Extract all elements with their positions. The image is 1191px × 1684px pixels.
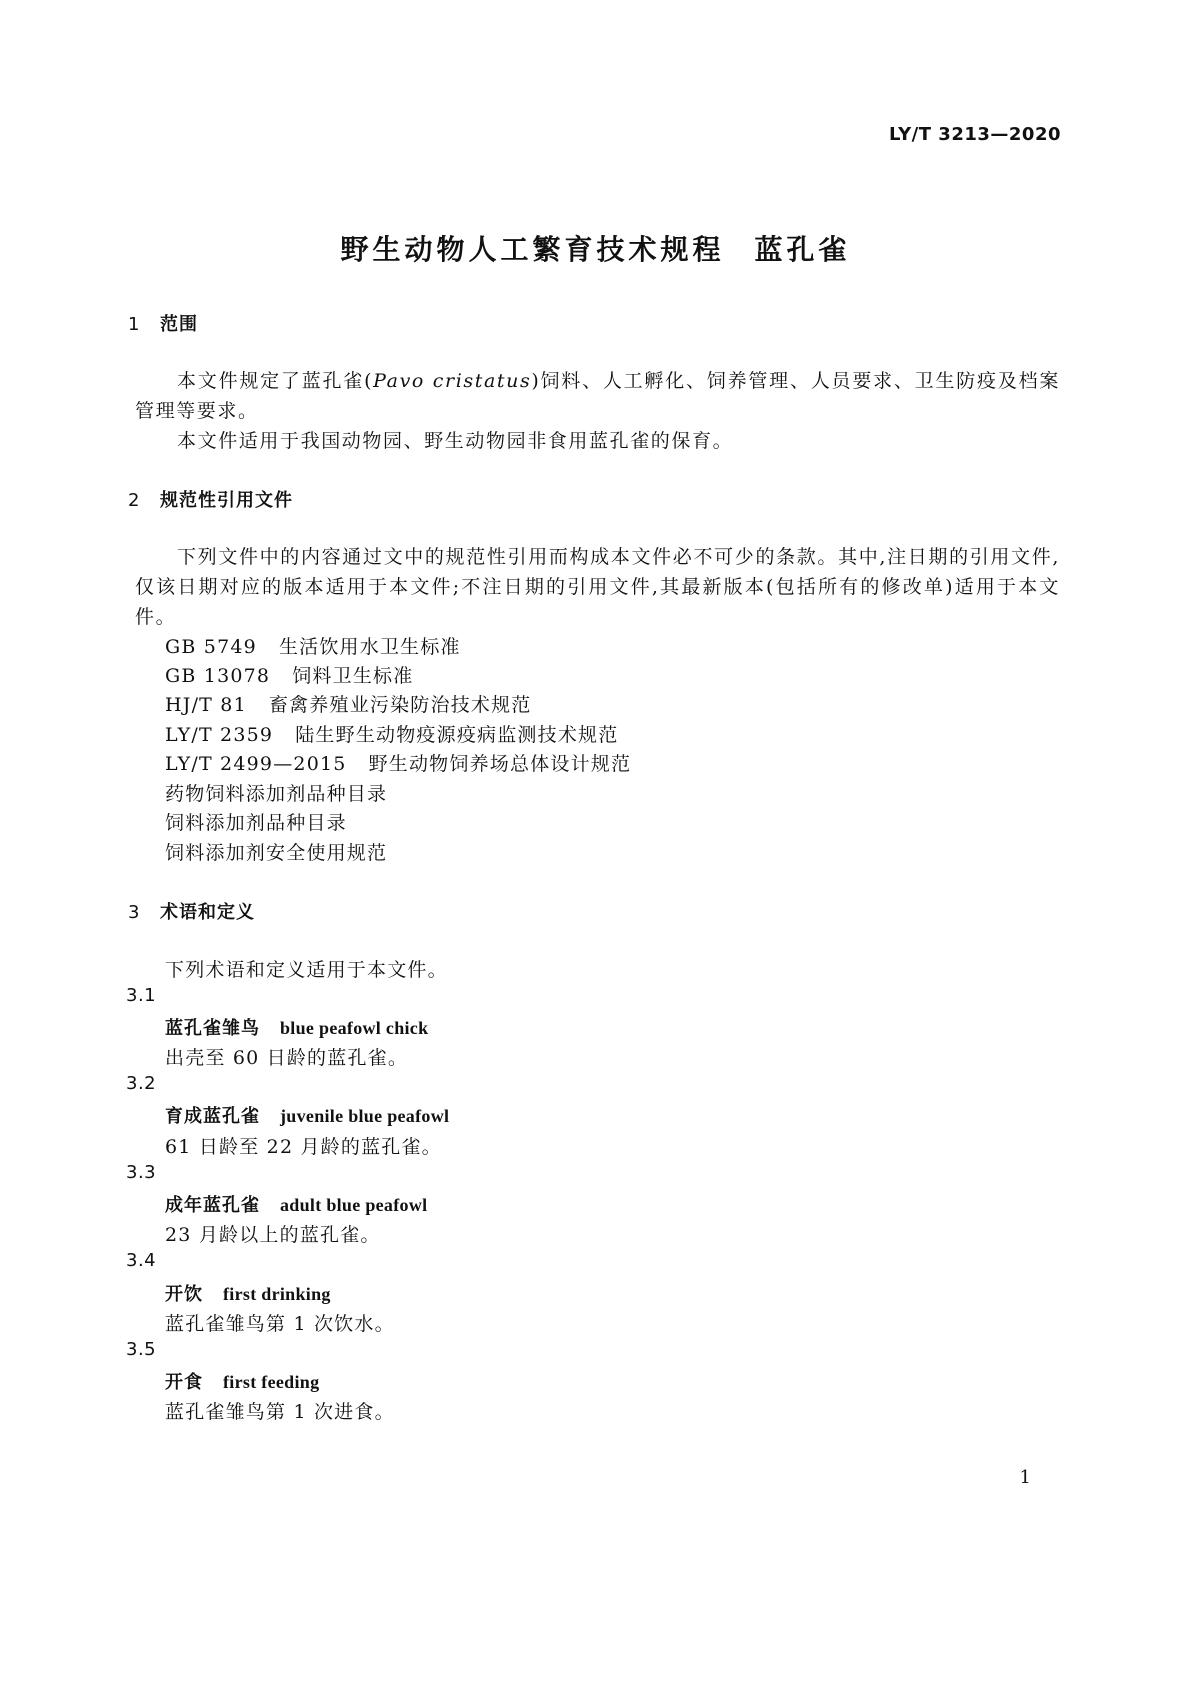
reference-title: 野生动物饲养场总体设计规范 xyxy=(368,753,632,775)
section-2-number: 2 xyxy=(128,490,141,511)
term-number: 3.4 xyxy=(126,1250,157,1271)
section-1-paragraph-2: 本文件适用于我国动物园、野生动物园非食用蓝孔雀的保育。 xyxy=(177,430,734,452)
term-heading xyxy=(165,1102,449,1128)
reference-code: GB 5749 xyxy=(165,636,257,658)
term-number: 3.5 xyxy=(126,1339,157,1360)
reference-code: LY/T 2359 xyxy=(165,724,274,746)
reference-title: 药物饲料添加剂品种目录 xyxy=(165,783,388,805)
section-3-number: 3 xyxy=(128,902,141,923)
term-definition: 蓝孔雀雏鸟第 1 次饮水。 xyxy=(165,1313,395,1335)
title-sub: 蓝孔雀 xyxy=(754,233,851,266)
reference-item xyxy=(165,661,413,688)
term-heading xyxy=(165,1191,427,1217)
section-2-intro: 下列文件中的内容通过文中的规范性引用而构成本文件必不可少的条款。其中,注日期的引用文件,仅该日期对应的版本适用于本文件;不注日期的引用文件,其最新版本(包括所有的修改单)适用于本文件。 xyxy=(135,546,1060,628)
reference-item xyxy=(165,779,387,806)
term-definition: 蓝孔雀雏鸟第 1 次进食。 xyxy=(165,1401,395,1423)
term-zh: 开饮 xyxy=(165,1284,203,1305)
reference-item xyxy=(165,720,618,747)
section-3-title: 术语和定义 xyxy=(160,902,255,923)
reference-item xyxy=(165,808,347,835)
term-number: 3.2 xyxy=(126,1073,157,1094)
reference-item xyxy=(165,749,631,776)
term-en: juvenile blue peafowl xyxy=(280,1106,450,1126)
reference-title: 畜禽养殖业污染防治技术规范 xyxy=(268,694,532,716)
reference-item xyxy=(165,838,387,865)
term-en: blue peafowl chick xyxy=(280,1018,429,1038)
term-heading xyxy=(165,1280,331,1306)
section-3-heading xyxy=(128,898,255,924)
reference-item xyxy=(165,632,461,659)
term-heading xyxy=(165,1014,428,1040)
document-title xyxy=(0,228,1191,268)
section-2-title: 规范性引用文件 xyxy=(160,490,293,511)
section-3-intro: 下列术语和定义适用于本文件。 xyxy=(165,959,448,981)
term-zh: 育成蓝孔雀 xyxy=(165,1106,260,1127)
reference-title: 饲料卫生标准 xyxy=(292,665,414,687)
reference-title: 生活饮用水卫生标准 xyxy=(278,636,461,658)
section-1-title: 范围 xyxy=(160,314,198,335)
p1-part-b: )饲料、人工孵化、饲养管理、人员要求、卫生防疫及档案管理等要求。 xyxy=(135,370,1061,422)
term-zh: 成年蓝孔雀 xyxy=(165,1195,260,1216)
term-en: first drinking xyxy=(223,1284,331,1304)
section-2-heading xyxy=(128,486,293,512)
reference-title: 陆生野生动物疫源疫病监测技术规范 xyxy=(295,724,619,746)
term-en: adult blue peafowl xyxy=(280,1195,428,1215)
term-zh: 开食 xyxy=(165,1372,203,1393)
term-zh: 蓝孔雀雏鸟 xyxy=(165,1018,260,1039)
reference-code: LY/T 2499—2015 xyxy=(165,753,347,775)
term-definition: 61 日龄至 22 月龄的蓝孔雀。 xyxy=(165,1136,442,1158)
reference-item xyxy=(165,690,532,717)
reference-title: 饲料添加剂品种目录 xyxy=(165,812,347,834)
section-1-number: 1 xyxy=(128,314,141,335)
term-number: 3.1 xyxy=(126,985,157,1006)
section-1-paragraph-1 xyxy=(135,366,1060,426)
p1-part-a: 本文件规定了蓝孔雀( xyxy=(177,370,374,392)
section-1-heading xyxy=(128,310,198,336)
term-number: 3.3 xyxy=(126,1162,157,1183)
latin-name: Pavo cristatus xyxy=(373,370,532,392)
reference-title: 饲料添加剂安全使用规范 xyxy=(165,842,388,864)
reference-code: GB 13078 xyxy=(165,665,271,687)
standard-code: LY/T 3213—2020 xyxy=(888,124,1061,145)
term-en: first feeding xyxy=(223,1372,320,1392)
term-heading xyxy=(165,1368,319,1394)
page-number: 1 xyxy=(1019,1467,1031,1488)
term-definition: 23 月龄以上的蓝孔雀。 xyxy=(165,1224,381,1246)
term-definition: 出壳至 60 日龄的蓝孔雀。 xyxy=(165,1047,409,1069)
title-main: 野生动物人工繁育技术规程 xyxy=(340,233,725,266)
reference-code: HJ/T 81 xyxy=(165,694,247,716)
